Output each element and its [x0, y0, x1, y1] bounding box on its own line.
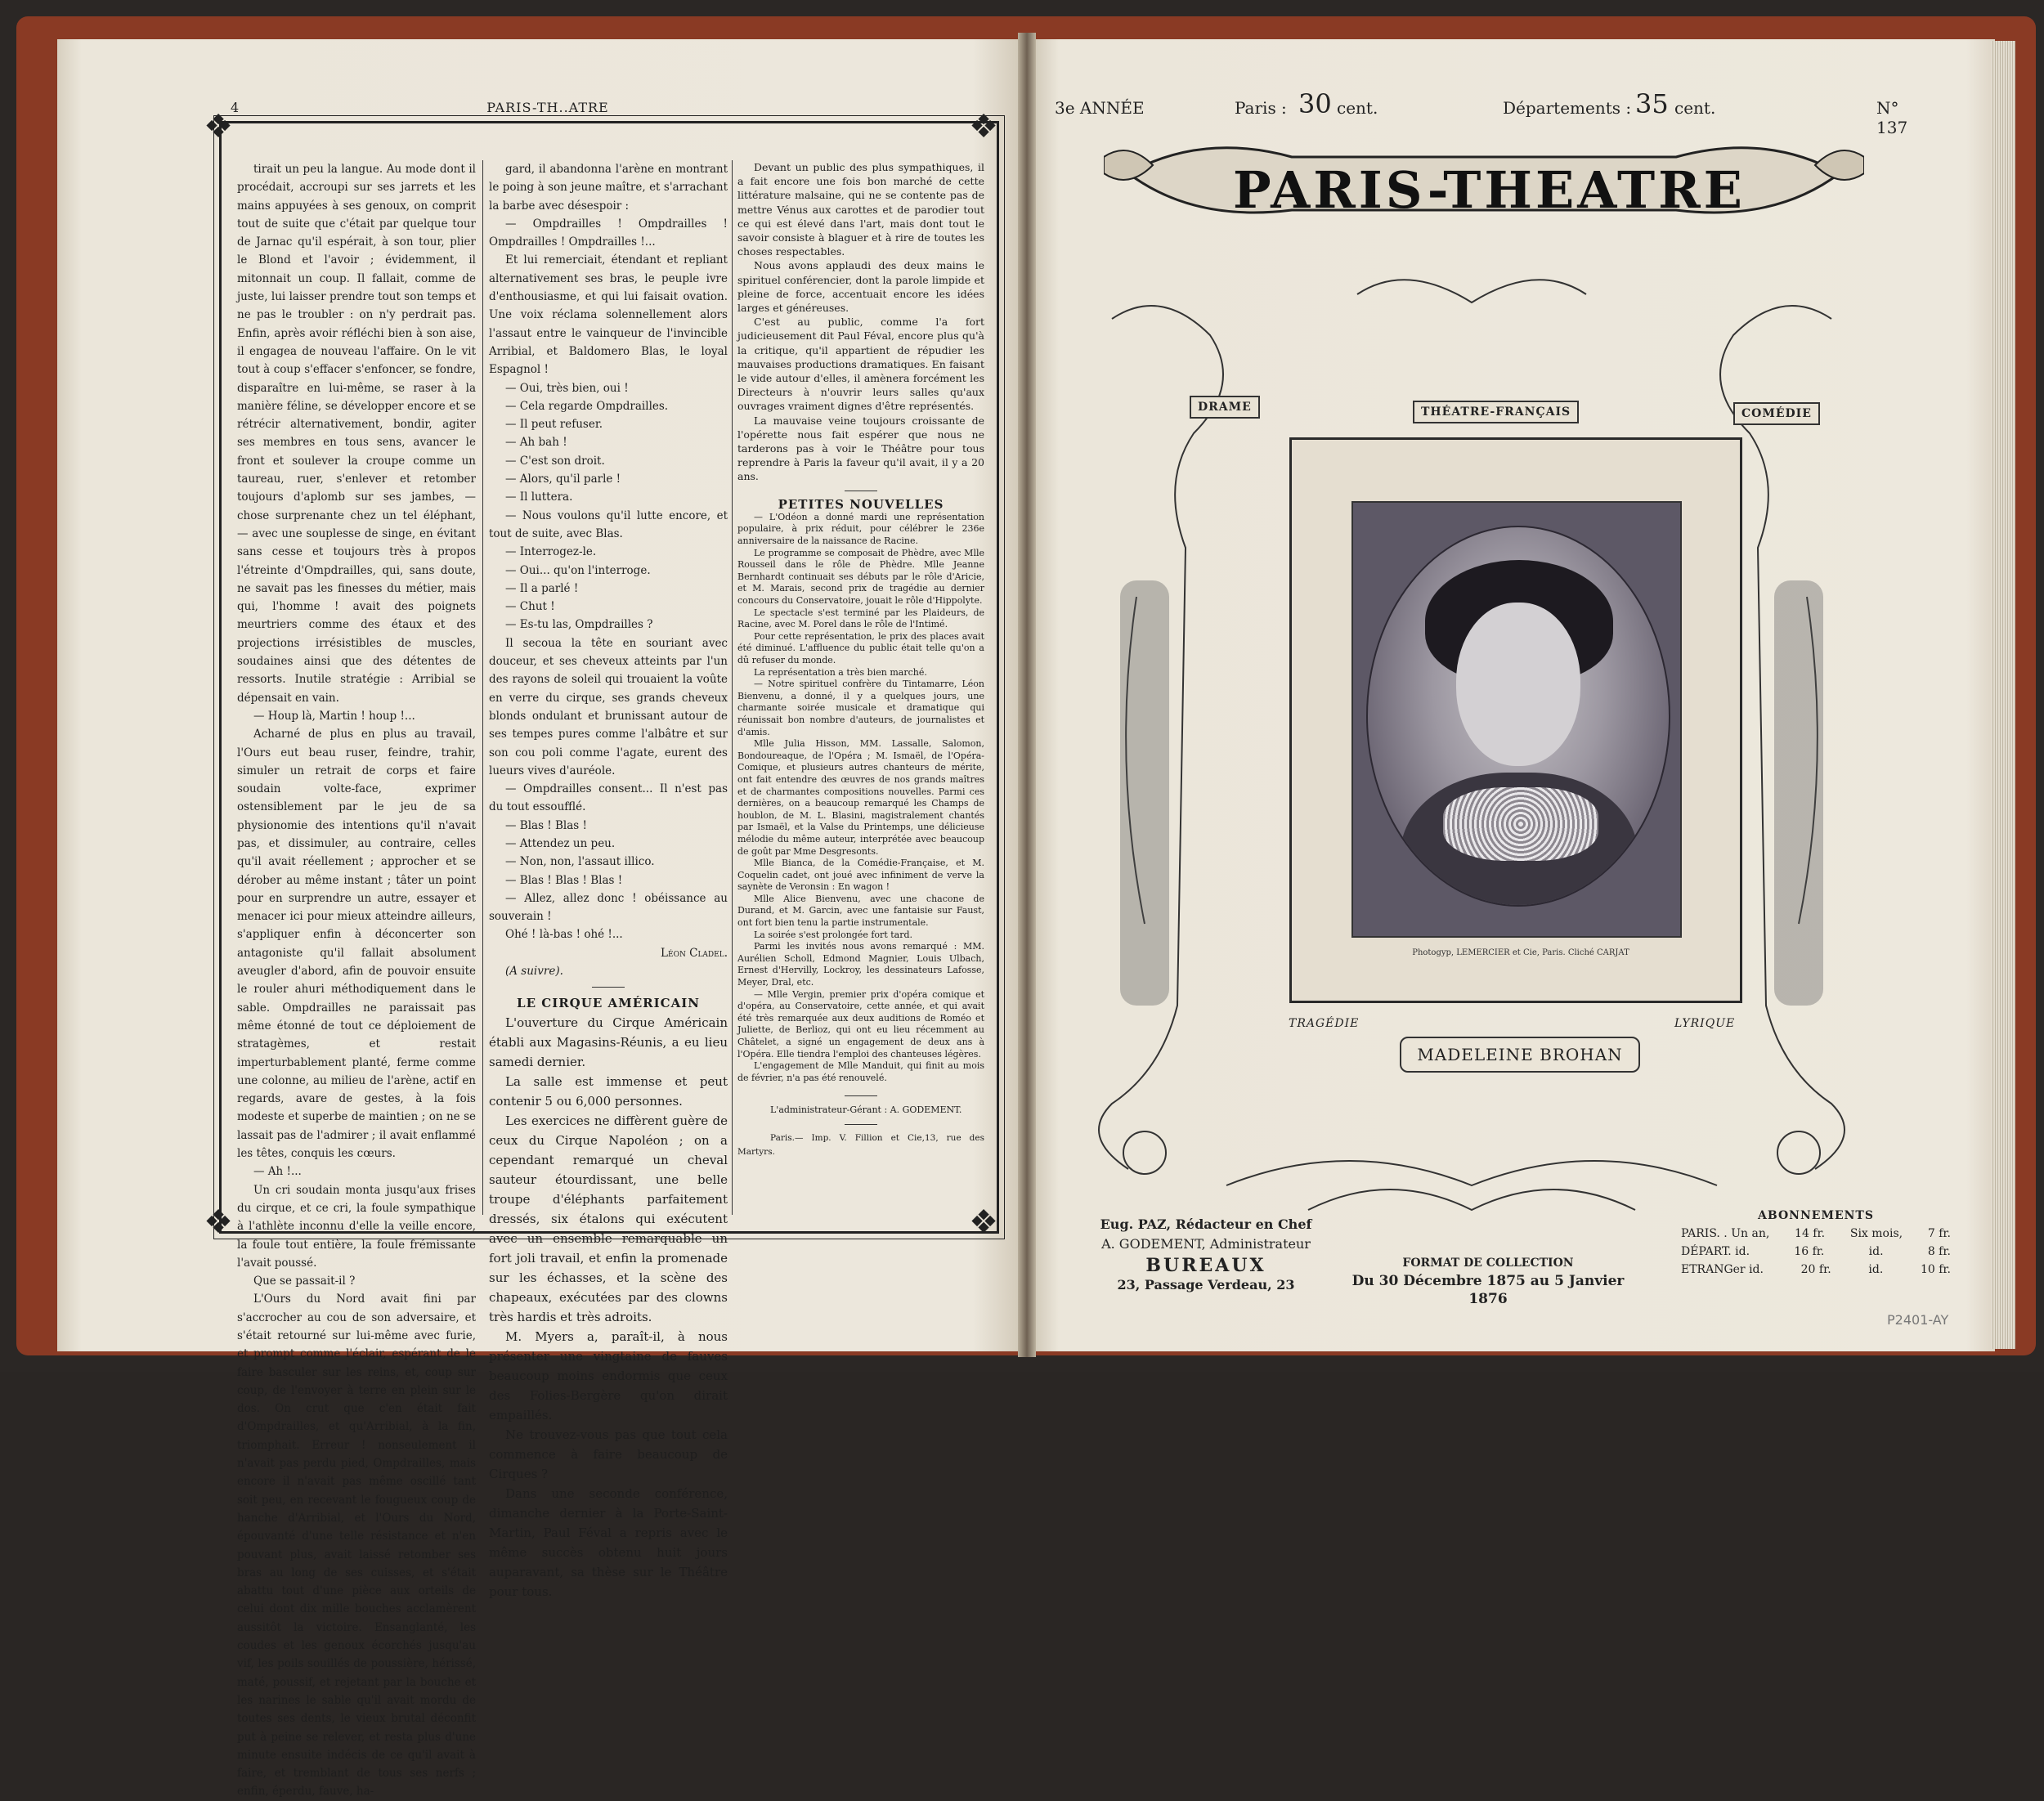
paragraph: Les exercices ne diffèrent guère de ceux du Cirque Napoléon ; on a cependant remarqué un cheval sauteur étourdissant, une belle troupe d'éléphants parfaitement dressés, six étalons qui exécutent avec un ensemble remarquable un fort joli travail, et enfin la promenade sur les échasses, et la scène des chapeaux, exécutées par des clowns très hardis et très adroits. [489, 1113, 728, 1324]
abonnement-cell: Six mois, [1849, 1227, 1903, 1240]
gerant-line: L'administrateur-Gérant : A. GODEMENT. [770, 1104, 962, 1116]
news-item: Le spectacle s'est terminé par les Plaideurs, de Racine, avec M. Porel dans le rôle de l'Intimé. [737, 607, 984, 630]
paragraph: — Il luttera. [505, 491, 573, 504]
author-signature: Léon Cladel. [661, 946, 728, 960]
paragraph: Dans une seconde conférence, dimanche dernier à la Porte-Saint-Martin, Paul Féval a repris avec le même succès obtenu huit jours auparavant, sa thèse sur le Théâtre pour tous. [489, 1485, 728, 1599]
cent-label: cent. [1337, 98, 1378, 118]
pencil-note: P2401-AY [1887, 1312, 1949, 1328]
abonnement-cell: PARIS. . Un an, [1681, 1227, 1770, 1240]
corner-ornament-icon: ❖ [969, 1203, 998, 1241]
column-rule [482, 160, 483, 1215]
column-rule [732, 160, 733, 1215]
paragraph: — Oui... qu'on l'interroge. [505, 563, 651, 577]
page-number: 4 [231, 100, 240, 115]
news-item: Mlle Julia Hisson, MM. Lassalle, Salomon, Bondoureaque, de l'Opéra ; M. Ismaël, de l'Opéra-Comique, et plusieurs autres chanteurs de mérite, ont fait entendre des œuvres de nos grands maîtres et de charmantes compositions nouvelles. Parmi ces dernières, on a beaucoup remarqué les Champs de houblon, de M. L. Blasini, magistralement chantés par Ismaël, et la Valse du Printemps, une délicieuse mélodie du même auteur, interprétée avec beaucoup de goût par Mme Desgresonts. [737, 738, 984, 857]
paragraph: — Alors, qu'il parle ! [505, 473, 621, 486]
corner-ornament-icon: ❖ [969, 108, 998, 146]
photo-credit: Photogyp, LEMERCIER et Cie, Paris. Cliché CARJAT [1412, 948, 1629, 957]
abonnements-table [1681, 1207, 1951, 1279]
portrait-oval [1366, 526, 1670, 907]
paragraph: — Attendez un peu. [505, 836, 616, 850]
abonnement-cell: 20 fr. [1800, 1263, 1831, 1276]
page-edges [1991, 41, 2015, 1349]
paragraph: Il secoua la tête en souriant avec douceur, et ses cheveux atteints par l'un des rayons de soleil qui trouaient la voûte en verre du cirque, ses grands cheveux blonds ondulant et brunissant autour de ses tempes pures comme l'albâtre et sur son cou poli comme l'agate, eurent des lueurs vives d'auréole. [489, 636, 728, 777]
running-title: PARIS-TH..ATRE [486, 100, 609, 115]
portrait-photo [1351, 501, 1682, 938]
format-title: FORMAT DE COLLECTION [1402, 1257, 1574, 1270]
column-3 [737, 160, 984, 1159]
paragraph: gard, il abandonna l'arène en montrant le poing à son jeune maître, et s'arrachant la barbe avec désespoir : [489, 163, 728, 213]
masthead-title: PARIS-THEATRE [1233, 160, 1746, 220]
paragraph: — Non, non, l'assaut illico. [505, 855, 655, 869]
separator [845, 1095, 877, 1096]
separator [592, 987, 625, 988]
paragraph: — Es-tu las, Ompdrailles ? [505, 618, 653, 632]
paragraph: — Chut ! [505, 600, 555, 614]
paragraph: — Nous voulons qu'il lutte encore, et tout de suite, avec Blas. [489, 508, 728, 540]
paragraph: Un cri soudain monta jusqu'aux frises du cirque, et ce cri, la foule sympathique à l'athlète inconnu d'elle la veille encore, la foule tout entière, la foule frémissante l'avait poussé. [237, 1183, 476, 1270]
news-item: — L'Odéon a donné mardi une représentation populaire, à prix réduit, pour célébrer le 236e anniversaire de la naissance de Racine. [737, 511, 984, 547]
paris-label: Paris : [1235, 98, 1287, 118]
imprimeur-line: Paris.— Imp. V. Fillion et Cie,13, rue des Martyrs. [737, 1132, 984, 1157]
sitter-name: MADELEINE BROHAN [1400, 1037, 1640, 1073]
book-gutter [1018, 33, 1036, 1357]
paragraph: — Blas ! Blas ! [505, 818, 587, 832]
cent-label: cent. [1674, 98, 1716, 118]
adresse: 23, Passage Verdeau, 23 [1117, 1277, 1295, 1293]
abonnement-row [1681, 1261, 1951, 1279]
paragraph: Devant un public des plus sympathiques, il a fait encore une fois bon marché de cette littérature malsaine, qui ne se contente pas de mettre Vénus aux carottes et de parodier tout ce qui est élevé dans l'art, mais dont tout le savoir consiste à blaguer et à rire de toutes les choses respectables. [737, 161, 984, 258]
departements-price: 35 [1635, 88, 1669, 119]
abonnement-cell: 8 fr. [1927, 1245, 1951, 1258]
column-1 [237, 160, 476, 1801]
plate-drame: DRAME [1190, 396, 1260, 419]
separator [845, 1124, 877, 1125]
paragraph: — Il peut refuser. [505, 418, 603, 432]
abonnement-cell: id. [1868, 1245, 1884, 1258]
paragraph: L'ouverture du Cirque Américain établi aux Magasins-Réunis, a eu lieu samedi dernier. [489, 1015, 728, 1069]
abonnement-row [1681, 1225, 1951, 1243]
paragraph: L'Ours du Nord avait fini par s'accrocher au cou de son adversaire, et s'était retourné sur lui-même avec furie, et prompt comme l'éclair, espérant de le faire basculer sur les reins, et, coup sur coup, de l'envoyer à terre en plein sur le dos. On crut que c'en était fait d'Ompdrailles, et qu'Arribial, à la fin, triomphait. Erreur ! nonseulement il n'avait pas perdu pied, Ompdrailles, mais encore il n'avait pas même oscillé tant soit peu, en recevant le fougueux coup de hanche d'Arribial, et l'Ours du Nord, épouvanté d'une telle résistance et n'en pouvant plus, avait laissé retomber ses bras au long de ses cuisses, et s'était abattu tout d'une pièce aux orteils de celui dont dix mille bouches acclamèrent aussitôt la victoire. Ensanglanté, les coudes et les genoux écorchés jusqu'au vif, les poils souillés de poussière, hérissé, maté, poussif, et rejetant par la bouche et les narines le sable qu'il avait mordu de toutes ses dents, le vieux brutal déconfit put à peine se relever, et resta plus d'une minute ensuite indécis de ce qu'il avait à faire, et tremblant de tous ses nerfs ; enfin, éperdu, fauve, ha- [237, 1293, 476, 1799]
nouvelles-heading: PETITES NOUVELLES [778, 496, 944, 512]
news-item: Le programme se composait de Phèdre, avec Mlle Rousseil dans le rôle de Phèdre. Mlle Jeanne Bernhardt continuait ses débuts par le rôle d'Aricie, et M. Marais, second prix de tragédie au dernier concours du Conservatoire, jouait le rôle d'Hippolyte. [737, 547, 984, 607]
paragraph: — C'est son droit. [505, 454, 605, 468]
paragraph: Et lui remerciait, étendant et repliant alternativement ses bras, le peuple ivre d'enthousiasme, et qui lui faisait ovation. Une voix réclama solennellement alors l'assaut entre le vainqueur de l'invincible Arribial, et Baldomero Blas, le loyal Espagnol ! [489, 253, 728, 377]
paragraph: — Il a parlé ! [505, 581, 579, 595]
paragraph: — Ah bah ! [505, 436, 567, 450]
news-item: Mlle Alice Bienvenu, avec une chacone de Durand, et M. Garcin, avec une fantaisie sur Faust, ont fort bien tenu la partie instrumentale. [737, 893, 984, 929]
abonnement-cell: 7 fr. [1927, 1227, 1951, 1240]
abonnement-cell: 14 fr. [1795, 1227, 1826, 1240]
paragraph: La mauvaise veine toujours croissante de l'opérette nous fait espérer que nous ne tarderons pas à voir le Théâtre pour tous reprendre à Paris la faveur qu'il avait, il y a 20 ans. [737, 414, 984, 483]
cirque-heading: LE CIRQUE AMÉRICAIN [517, 996, 700, 1011]
issue-number: N° 137 [1876, 98, 1908, 137]
abonnement-row [1681, 1243, 1951, 1261]
paragraph: Acharné de plus en plus au travail, l'Ours eut beau ruser, feindre, trahir, simuler un retrait de corps et faire soudain volte-face, exprimer ostensiblement par le jeu de sa physionomie des intentions qu'il n'avait pas, et dissimuler, au contraire, celles qu'il avait réellement ; approcher et se dérober au même instant ; tâter un point pour en surprendre un autre, essayer et menacer ici pour mieux atteindre ailleurs, s'appliquer enfin à déconcerter son antagoniste qu'il fallait absolument aveugler d'abord, afin de pouvoir ensuite le rouler ahuri méthodiquement dans le sable. Ompdrailles ne paraissait pas même étonné de tout ce déploiement de stratagèmes, et restait imperturbablement planté, ferme comme une colonne, au milieu de l'arène, actif en regards, avare de gestes, à la fois modeste et superbe de maintien ; on ne se lassait pas de l'admirer ; il avait enflammé les têtes, conquis les cœurs. [237, 728, 476, 1161]
abonnement-cell: 16 fr. [1794, 1245, 1825, 1258]
issue-info-bar [1055, 88, 1921, 137]
paragraph: M. Myers a, paraît-il, à nous présenter une vingtaine de fauves beaucoup moins endormis que ceux des Folies-Bergère qu'on dirait empaillés. [489, 1328, 728, 1422]
format-dates: Du 30 Décembre 1875 au 5 Janvier 1876 [1351, 1273, 1625, 1307]
paris-price: 30 [1298, 88, 1332, 119]
paragraph: La salle est immense et peut contenir 5 ou 6,000 personnes. [489, 1073, 728, 1109]
paragraph: C'est au public, comme l'a fort judicieusement dit Paul Féval, encore plus qu'à la critique, qu'il appartient de répudier les mauvaises productions dramatiques. En faisant le vide autour d'elles, il amènera forcément les Directeurs à n'ouvrir leurs salles qu'aux ouvrages vraiment dignes d'être représentés. [737, 316, 984, 413]
paragraph: — Blas ! Blas ! Blas ! [505, 873, 623, 887]
editorial-info [1087, 1215, 1325, 1295]
corner-ornament-icon: ❖ [204, 1203, 233, 1241]
news-item: L'engagement de Mlle Manduit, qui finit au mois de février, n'a pas été renouvelé. [737, 1060, 984, 1083]
abonnement-cell: id. [1868, 1263, 1884, 1276]
administrateur: A. GODEMENT, Administrateur [1101, 1236, 1311, 1252]
redacteur: Eug. PAZ, Rédacteur en Chef [1100, 1216, 1312, 1232]
plate-tragedie: TRAGÉDIE [1289, 1017, 1360, 1030]
paragraph: Que se passait-il ? [253, 1275, 356, 1288]
abonnements-title: ABONNEMENTS [1758, 1209, 1874, 1222]
news-item: Parmi les invités nous avons remarqué : MM. Aurélien Scholl, Edmond Magnier, Louis Ulbach, Ernest d'Hervilly, Lockroy, les dessinateurs Lafosse, Meyer, Dral, etc. [737, 941, 984, 988]
departements-label: Départements : [1503, 98, 1632, 118]
news-item: Mlle Bianca, de la Comédie-Française, et M. Coquelin cadet, ont joué avec infiniment de verve la saynète de Veronsin : En wagon ! [737, 858, 984, 893]
paragraph: — Ompdrailles ! Ompdrailles ! Ompdrailles ! Ompdrailles !... [489, 217, 728, 249]
paragraph: — Allez, allez donc ! obéissance au souverain ! [489, 891, 728, 924]
news-item: La soirée s'est prolongée fort tard. [754, 929, 913, 940]
paragraph: Nous avons applaudi des deux mains le spirituel conférencier, dont la parole limpide et pleine de force, accentuait encore les idées larges et généreuses. [737, 259, 984, 315]
abonnement-cell: ETRANGer id. [1681, 1263, 1764, 1276]
bureaux: BUREAUX [1145, 1255, 1266, 1276]
paragraph: — Houp là, Martin ! houp !... [253, 709, 415, 723]
news-item: — Notre spirituel confrère du Tintamarre, Léon Bienvenu, a donné, il y a quelques jours, une charmante soirée musicale et dramatique qui réunissait bon nombre d'auteurs, de journalistes et d'amis. [737, 679, 984, 737]
column-2 [489, 160, 728, 1602]
annee: 3e ANNÉE [1055, 98, 1145, 118]
news-item: La représentation a très bien marché. [754, 666, 927, 678]
paragraph: — Cela regarde Ompdrailles. [505, 399, 669, 413]
paragraph: Ohé ! là-bas ! ohé !... [505, 928, 623, 942]
to-be-continued: (A suivre). [505, 965, 563, 979]
paragraph: — Ompdrailles consent... Il n'est pas du tout essoufflé. [489, 782, 728, 814]
paragraph: Ne trouvez-vous pas que tout cela commence à faire beaucoup de Cirques ? [489, 1427, 728, 1481]
news-item: — Mlle Vergin, premier prix d'opéra comique et d'opéra, au Conservatoire, cette année, et qui avait été très remarquée aux deux auditions de Roméo et Juliette, de Berlioz, qui ont eu lieu récemment au Châtelet, a signé un engagement de deux ans à l'Opéra. Elle tiendra l'emploi des chanteuses légères. [737, 988, 984, 1060]
plate-lyrique: LYRIQUE [1674, 1017, 1736, 1030]
paragraph: — Interrogez-le. [505, 545, 597, 559]
abonnement-cell: 10 fr. [1920, 1263, 1951, 1276]
corner-ornament-icon: ❖ [204, 108, 233, 146]
news-item: Pour cette représentation, le prix des places avait été diminué. L'affluence du public était telle qu'on a dû refuser du monde. [737, 630, 984, 665]
plate-comedie: COMÉDIE [1733, 402, 1820, 425]
plate-theatre-francais: THÉATRE-FRANÇAIS [1413, 401, 1579, 423]
format-info [1341, 1254, 1635, 1308]
paragraph: — Ah !... [253, 1165, 302, 1179]
portrait-collar [1443, 787, 1598, 861]
paragraph: — Oui, très bien, oui ! [505, 381, 629, 395]
abonnement-cell: DÉPART. id. [1681, 1245, 1750, 1258]
portrait-face [1456, 603, 1580, 766]
paragraph: tirait un peu la langue. Au mode dont il procédait, accroupi sur ses jarrets et les mains appuyées à ses genoux, on comprit tout de suite que c'était par quelque tour de Jarnac qu'il espérait, à son tour, plier le Blond et l'avoir ; évidemment, il mitonnait un coup. Il fallait, comme de juste, lui laisser prendre tout son temps et ne pas le troubler : on n'y perdrait pas. Enfin, après avoir réfléchi bien à son aise, il engagea de nouveau l'affaire. On le vit tout à coup s'effacer s'enfoncer, se fondre, disparaître en lui-même, se raser à la manière féline, se développer encore et se rétrécir alternativement, bondir, agiter ses membres en tous sens, avancer le front et soulever la croupe comme un taureau, ruer, s'enlever et retomber toujours d'aplomb sur ses jambes, — chose surprenante chez un tel éléphant, — avec une souplesse de singe, en évitant sans cesse et toujours très à propos l'étreinte d'Ompdrailles, qui, sans doute, ne savait pas les finesses du métier, mais qui, l'homme ! avait des poignets meurtriers comme des étaux et des projections irrésistibles de muscles, soudaines ainsi que des détentes de ressorts. Inutile stratégie : Arribial se dépensait en vain. [237, 163, 476, 705]
